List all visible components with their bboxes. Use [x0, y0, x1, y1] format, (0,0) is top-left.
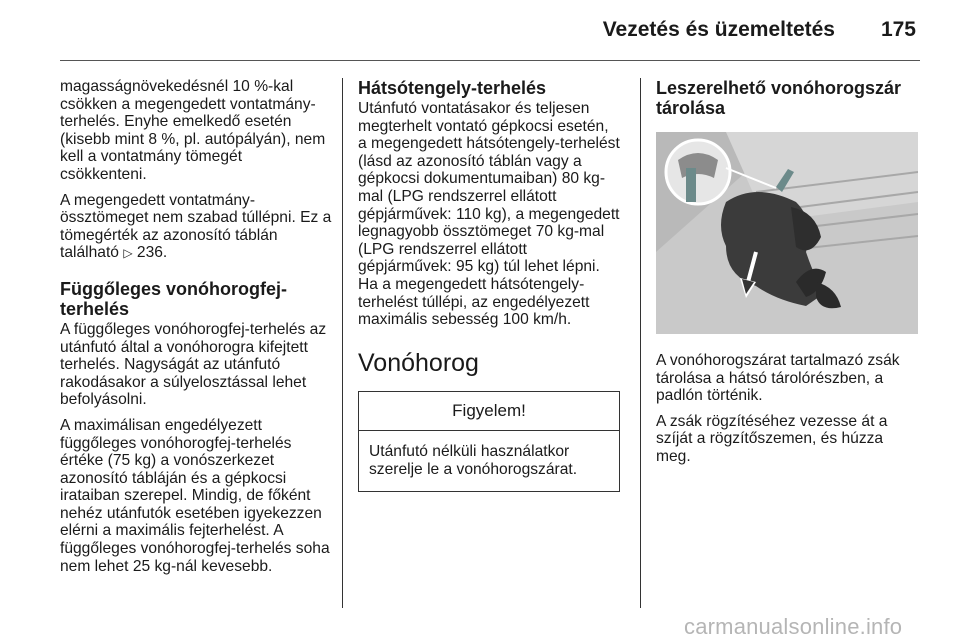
column-left [60, 78, 332, 583]
section-title-towbar: Vonóhorog [358, 348, 479, 377]
paragraph-vertical-load-def: A függőleges vonóhorogfej-terhelés az utánfutó által a vonóhorogra kifejtett terhelés. Nagyságát az utánfutó rakodásakor a súlyelosztással lehet befolyásolni. [60, 320, 327, 409]
column-divider-2 [640, 78, 641, 608]
page-reference-link[interactable]: 236 [136, 244, 163, 262]
paragraph-max-weight-text: A megengedett vontatmány-össztömeget nem szabad túllépni. Ez a tömegérték az azonosító táblán található [60, 191, 332, 262]
heading-vertical-load: Függőleges vonóhorogfej-terhelés [60, 278, 287, 319]
paragraph-rear-axle-load: Utánfutó vontatásakor és teljesen megterhelt vontató gépkocsi esetén, a megengedett hátsótengely-terhelést (lásd az azonosító táblán vagy a gépkocsi dokumentumaiban) 80 kg-mal (LPG rendszerrel ellátott gépjárművek: 110 kg), a megengedett legnagyobb össztömeget 70 kg-mal (LPG rendszerrel ellátott gépjárművek: 95 kg) túl lehet lépni. Ha a megengedett hátsótengely-terhelést túllépi, az engedélyezett maximális sebesség 100 km/h. [358, 100, 620, 329]
page-number: 175 [880, 18, 916, 41]
warning-text: Utánfutó nélküli használatkor szerelje le a vonóhorogszárat. [369, 443, 578, 478]
paragraph-vertical-load-max: A maximálisan engedélyezett függőleges vonóhorogfej-terhelés értéke (75 kg) a vonószerkezet azonosító tábláján és a gépkocsi irataiban szerepel. Mindig, de főként nehéz utánfutók esetében igyekezzen elérni a maximális fejterhelést. A függőleges vonóhorogfej-terhelés soha nem lehet 25 kg-nál kevesebb. [60, 416, 330, 575]
heading-rear-axle-load: Hátsótengely-terhelés [358, 78, 547, 98]
header-title: Vezetés és üzemeltetés [602, 18, 835, 41]
paragraph-bag-fastening: A zsák rögzítéséhez vezesse át a szíját a rögzítőszemen, és húzza meg. [656, 412, 888, 465]
warning-box [358, 391, 620, 492]
paragraph-bag-storage: A vonóhorogszárat tartalmazó zsák tárolása a hátsó tárolórészben, a padlón történik. [656, 352, 900, 405]
watermark: carmanualsonline.info [684, 614, 903, 639]
header-divider [60, 60, 920, 61]
column-divider-1 [342, 78, 343, 608]
heading-towbar-storage: Leszerelhető vonóhorogszár tárolása [656, 78, 902, 118]
column-middle [358, 78, 620, 492]
arrow-right-icon: ▷ [123, 246, 133, 261]
warning-title: Figyelem! [359, 392, 619, 432]
paragraph-max-weight: A megengedett vontatmány-össztömeget nem szabad túllépni. Ez a tömegérték az azonosító táblán található ▷ 236. [60, 191, 332, 262]
column-right [656, 78, 918, 474]
paragraph-gradient-reduction: magasságnövekedésnél 10 %-kal csökken a megengedett vontatmány-terhelés. Enyhe emelkedő esetén (kisebb mint 8 %, pl. autópályán), nem kell a vontatmány tömegét csökkenteni. [60, 78, 326, 183]
page-header [0, 0, 960, 60]
towbar-bag-illustration [656, 132, 918, 334]
